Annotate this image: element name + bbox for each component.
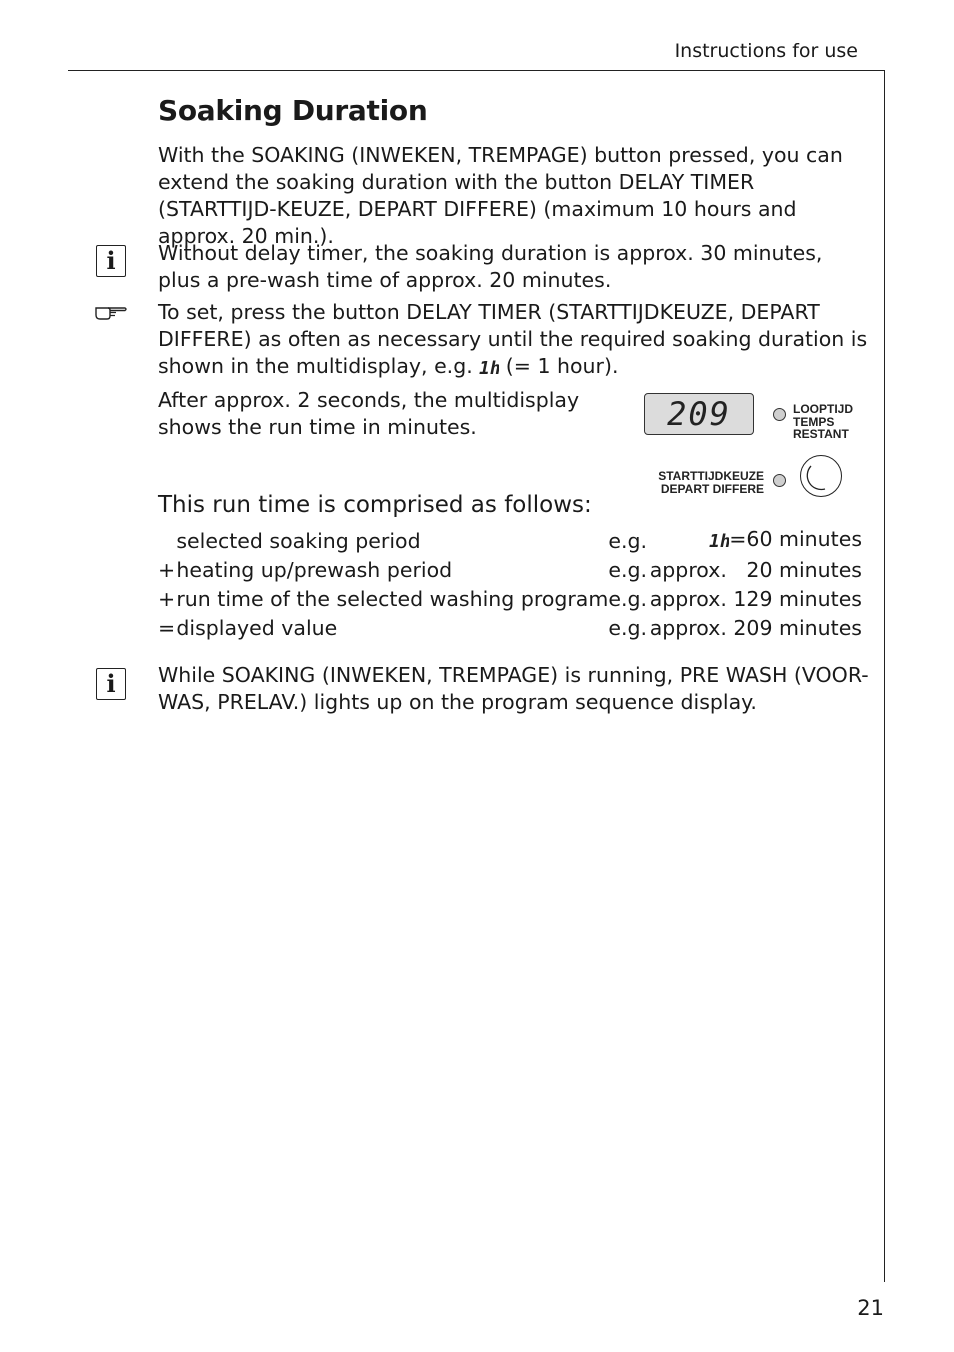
multidisplay-value: 209 xyxy=(667,395,731,433)
info-note-delay-timer: Without delay timer, the soaking duration is approx. 30 minutes, plus a pre-wash time of approx. 20 minutes. xyxy=(158,241,823,292)
svg-text:1h: 1h xyxy=(709,531,730,549)
step-text-before: To set, press the button DELAY TIMER (STARTTIJDKEUZE, DEPART DIFFERE) as often as necessary until the required soaking duration is shown in the multidisplay, e.g. xyxy=(158,300,868,378)
table-row: + run time of the selected washing program e.g. approx. 129 minutes xyxy=(158,586,862,611)
table-row: = displayed value e.g. approx. 209 minutes xyxy=(158,615,862,640)
info-note-prewash: While SOAKING (INWEKEN, TREMPAGE) is running, PRE WASH (VOOR-WAS, PRELAV.) lights up on the program sequence display. xyxy=(158,663,869,714)
table-row: + heating up/prewash period e.g. approx. 20 minutes xyxy=(158,557,862,582)
delay-timer-label: STARTTIJDKEUZE DEPART DIFFERE xyxy=(658,469,764,496)
control-panel-illustration xyxy=(640,388,870,504)
margin-rule xyxy=(884,70,885,1282)
delay-timer-button xyxy=(800,455,842,497)
page-number: 21 xyxy=(857,1296,884,1320)
seven-segment-1h-icon xyxy=(479,356,499,383)
running-header: Instructions for use xyxy=(674,40,858,62)
display-1h-text: 1h xyxy=(479,358,500,376)
delay-timer-indicator-led xyxy=(773,474,786,487)
header-rule xyxy=(68,70,885,71)
run-time-breakdown-table xyxy=(158,526,862,642)
step-instruction xyxy=(158,299,870,383)
multidisplay xyxy=(644,393,754,435)
step-text-after: (= 1 hour). xyxy=(499,354,619,378)
run-time-indicator-led xyxy=(773,408,786,421)
seven-segment-1h-icon xyxy=(709,530,729,554)
info-icon: i xyxy=(96,245,126,277)
intro-paragraph: With the SOAKING (INWEKEN, TREMPAGE) button pressed, you can extend the soaking duration with the button DELAY TIMER (STARTTIJD-KEUZE, DEPART DIFFERE) (maximum 10 hours and approx. 20 min.). xyxy=(158,143,843,248)
info-icon: i xyxy=(96,668,126,700)
knob-arc-icon xyxy=(801,456,841,496)
table-row: selected soaking period e.g. 1h =60 minutes xyxy=(176,527,862,553)
run-time-label: LOOPTIJD TEMPS RESTANT xyxy=(793,402,854,441)
after-delay-paragraph: After approx. 2 seconds, the multidisplay shows the run time in minutes. xyxy=(158,388,580,439)
page-title: Soaking Duration xyxy=(158,94,428,127)
pointing-hand-icon xyxy=(94,302,128,322)
run-time-subheading: This run time is comprised as follows: xyxy=(158,492,592,518)
